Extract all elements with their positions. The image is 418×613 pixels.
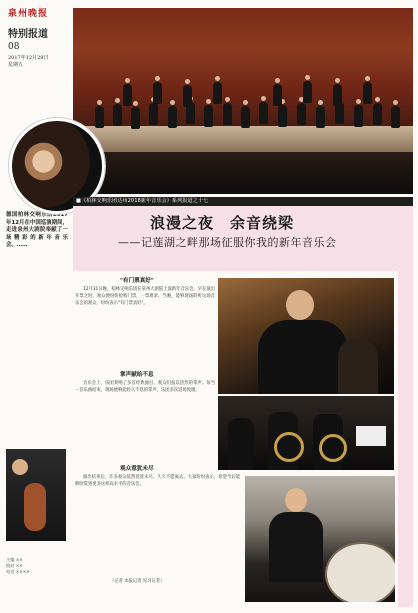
pink-strip (398, 271, 413, 607)
article-column-1: 12月31日晚，柏林交响乐团在泉州大剧院上演新年音乐会。早在演出开票之时，观众便纷纷抢购门票，一票难求。当晚，能够现场聆听这场音乐会的观众，纷纷表示"有门票真好"。 (75, 287, 215, 307)
stage (73, 126, 413, 152)
orchestra-photo (73, 8, 413, 194)
sidebar-intro: 德国柏林交响乐团2017年12月在中国巡演期间，走进泉州大剧院奉献了一场精彩的新年音乐会。…… (6, 212, 68, 249)
issue-weekday: 星期五 (8, 62, 24, 68)
cellist-photo (6, 449, 66, 541)
horn-players-photo (218, 396, 394, 470)
issue-date: 2017年12月29日 (8, 55, 49, 61)
section-title: 特别报道 (8, 29, 48, 40)
series-label: ■《柏林交响乐团达州2018新年音乐会》系列报道之十七 (73, 197, 413, 206)
conductor-photo (218, 278, 394, 394)
article-column-3: 演出结束后，许多观众依然意犹未尽，久久不愿离去。大家纷纷表示，希望今后能够欣赏到更多这样高水平的音乐会。 (75, 475, 240, 488)
page-header (8, 6, 64, 68)
page-number: 08 (8, 42, 20, 52)
contact-phone: 电话 ×××× (6, 569, 30, 574)
subhead-3: 观众意犹未尽 (120, 466, 154, 472)
byline: （记者 本报记者 见习记者） (110, 579, 165, 584)
timpanist-photo (245, 476, 395, 602)
editor-name: 主编 ×× (6, 557, 23, 562)
subheadline: ——记莲湖之畔那场征服你我的新年音乐会 (118, 236, 337, 249)
subhead-2: 掌声献给不息 (120, 372, 154, 378)
masthead: 泉州晚报 (8, 9, 49, 19)
subhead-1: "有门票真好" (120, 278, 154, 284)
article-column-2: 音乐会上，乐团奏响了多首经典曲目，观众们报以热烈的掌声。每当一首乐曲结束，现场便响起经久不息的掌声，乐团多次返场致谢。 (75, 381, 215, 394)
proof-name: 校对 ×× (6, 563, 23, 568)
headline: 浪漫之夜 余音绕梁 (150, 214, 295, 232)
editor-credits (6, 557, 66, 575)
audience-hall (73, 152, 413, 194)
